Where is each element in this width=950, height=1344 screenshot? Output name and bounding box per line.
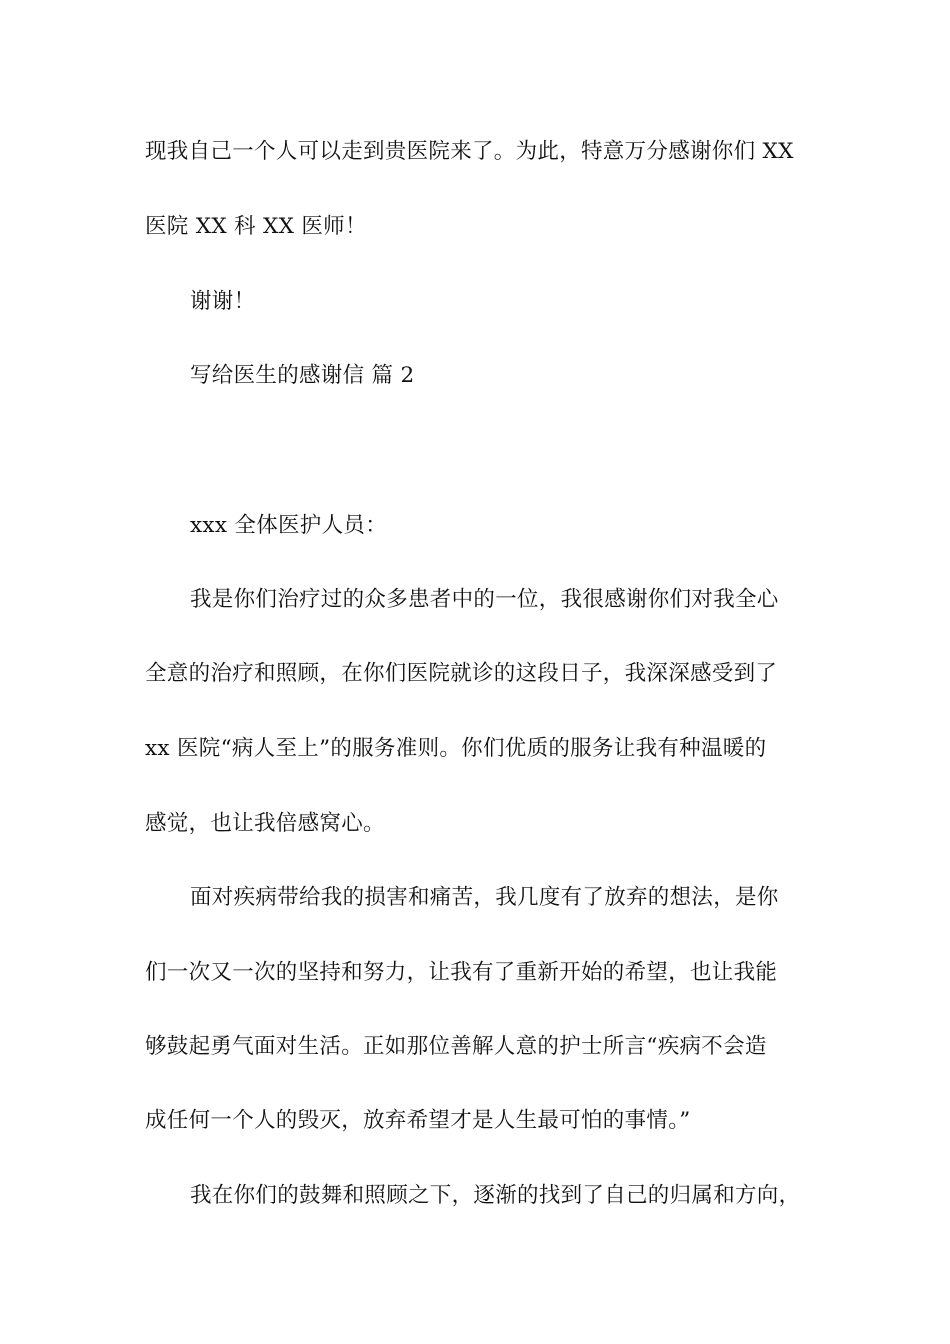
paragraph-line: 成任何一个人的毁灭，放弃希望才是人生最可怕的事情。”	[145, 1108, 691, 1133]
paragraph-line: xx 医院“病人至上”的服务准则。你们优质的服务让我有种温暖的	[145, 736, 767, 761]
paragraph-line: 够鼓起勇气面对生活。正如那位善解人意的护士所言“疾病不会造	[145, 1034, 767, 1059]
paragraph-line: 我在你们的鼓舞和照顾之下，逐渐的找到了自己的归属和方向，	[190, 1183, 801, 1208]
paragraph-line: 现我自己一个人可以走到贵医院来了。为此，特意万分感谢你们 XX	[145, 139, 794, 164]
section-heading: 写给医生的感谢信 篇 2	[190, 363, 415, 388]
salutation: xxx 全体医护人员：	[190, 513, 388, 538]
paragraph-line: 面对疾病带给我的损害和痛苦，我几度有了放弃的想法，是你	[190, 885, 779, 910]
paragraph-line: 全意的治疗和照顾，在你们医院就诊的这段日子，我深深感受到了	[145, 661, 778, 686]
paragraph-line: 我是你们治疗过的众多患者中的一位，我很感谢你们对我全心	[190, 587, 779, 612]
paragraph-line: 们一次又一次的坚持和努力，让我有了重新开始的希望，也让我能	[145, 960, 778, 985]
closing-thanks: 谢谢！	[190, 289, 256, 314]
paragraph-line: 医院 XX 科 XX 医师！	[145, 214, 367, 239]
paragraph-line: 感觉，也让我倍感窝心。	[145, 811, 385, 836]
